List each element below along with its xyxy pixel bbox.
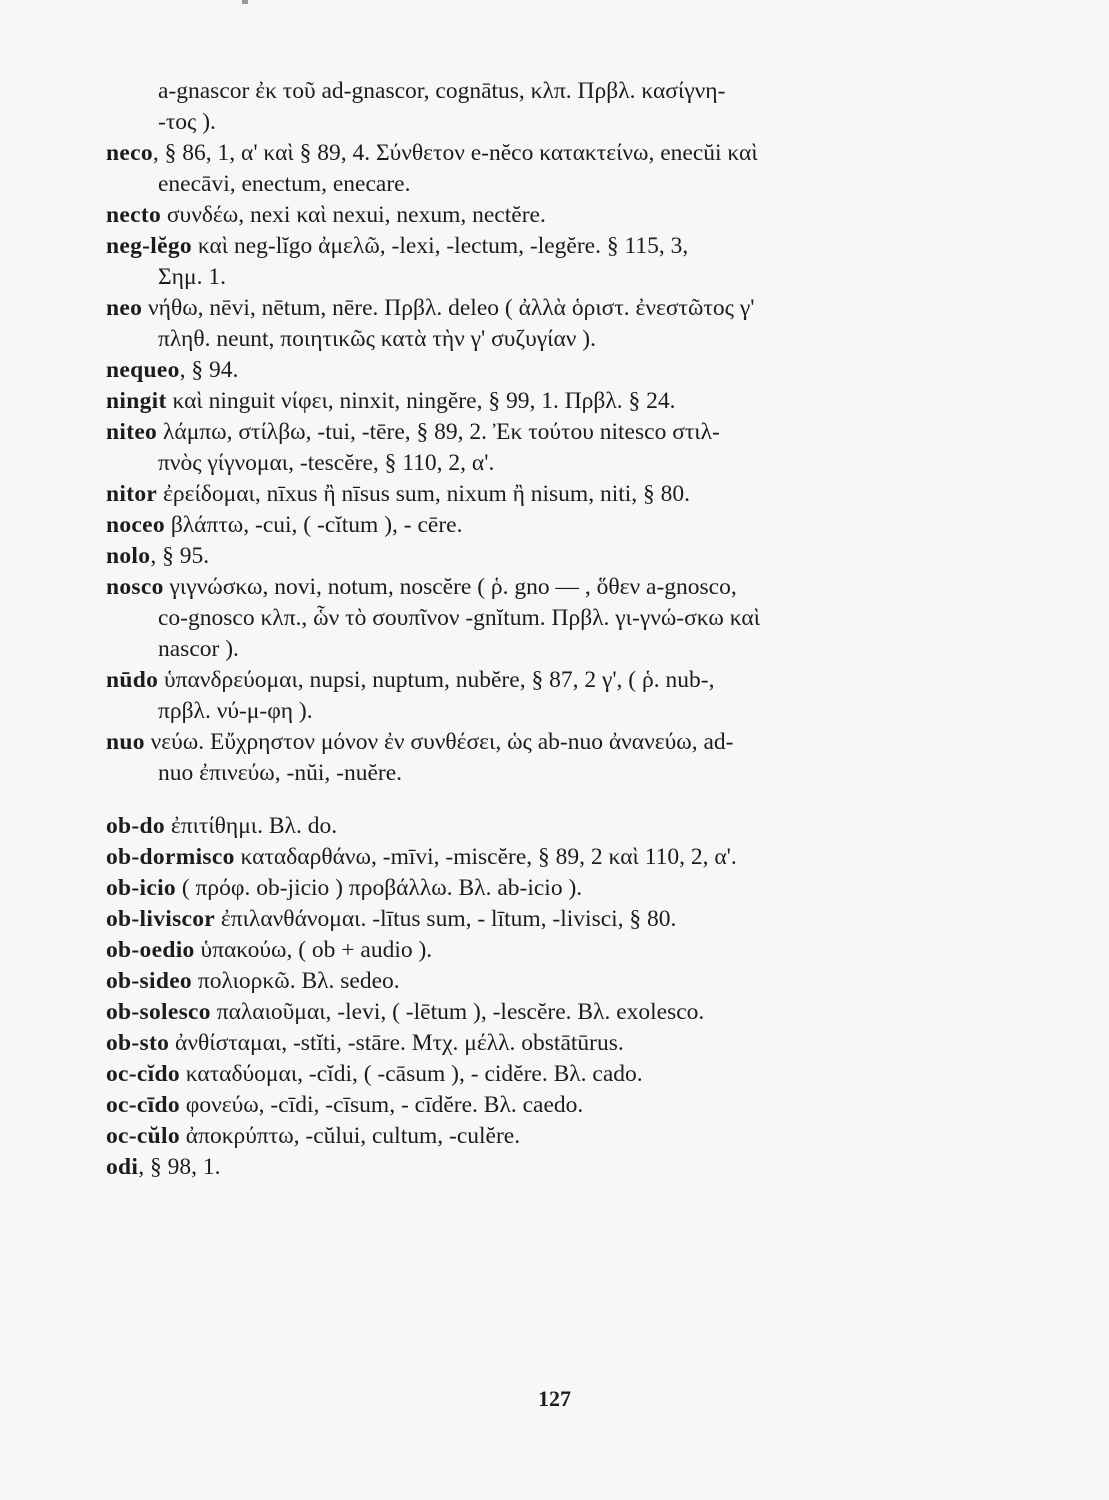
- entry-continuation: [106, 324, 966, 355]
- headword: nequeo: [106, 357, 180, 383]
- entry-text: , § 98, 1.: [138, 1154, 221, 1180]
- dictionary-entry: [106, 200, 966, 231]
- dictionary-entry: [106, 479, 966, 510]
- entry-text: ( πρόφ. ob-jicio ) προβάλλω. Βλ. ab-icio ).: [175, 875, 583, 901]
- dictionary-entry: [106, 966, 966, 997]
- headword: neg-lĕgo: [106, 233, 192, 259]
- dictionary-entry: [106, 510, 966, 541]
- dictionary-entry: [106, 138, 966, 169]
- entry-text: a-gnascor ἐκ τοῦ ad-gnascor, cognātus, κλπ. Πρβλ. κασίγνη-: [158, 78, 726, 104]
- entry-text: φονεύω, -cīdi, -cīsum, - cīdĕre. Βλ. caedo.: [179, 1092, 584, 1118]
- entry-text: , § 95.: [150, 543, 210, 569]
- entry-continuation: [106, 634, 966, 665]
- dictionary-entry: [106, 572, 966, 603]
- dictionary-entry: [106, 904, 966, 935]
- dictionary-entry: [106, 1090, 966, 1121]
- headword: nitor: [106, 481, 158, 507]
- entry-text: πολιορκῶ. Βλ. sedeo.: [191, 968, 400, 994]
- dictionary-entry: [106, 997, 966, 1028]
- entry-text: πρβλ. νύ-μ-φη ).: [158, 698, 313, 724]
- entry-text: παλαιοῦμαι, -levi, ( -lētum ), -lescĕre. Βλ. exolesco.: [210, 999, 705, 1025]
- entry-text: ὑπανδρεύομαι, nupsi, nuptum, nubĕre, § 87, 2 γ', ( ῥ. nub-,: [158, 667, 715, 693]
- headword: odi: [106, 1154, 139, 1180]
- dictionary-entry: [106, 1152, 966, 1183]
- entry-text: , § 94.: [179, 357, 239, 383]
- entry-continuation: [106, 169, 966, 200]
- dictionary-entry: [106, 417, 966, 448]
- entry-text: ἐρείδομαι, nīxus ἢ nīsus sum, nixum ἢ nisum, niti, § 80.: [157, 481, 691, 507]
- entry-text: ἐπιτίθημι. Βλ. do.: [164, 813, 338, 839]
- entry-text: nascor ).: [158, 636, 239, 662]
- entry-text: καὶ ninguit νίφει, ninxit, ningĕre, § 99, 1. Πρβλ. § 24.: [166, 388, 676, 414]
- entry-text: καταδαρθάνω, -mīvi, -miscĕre, § 89, 2 καὶ 110, 2, α'.: [234, 844, 737, 870]
- headword: necto: [106, 202, 162, 228]
- headword: oc-cĭdo: [106, 1061, 180, 1087]
- entry-continuation: [106, 758, 966, 789]
- headword: nosco: [106, 574, 164, 600]
- headword: ob-liviscor: [106, 906, 216, 932]
- headword: ob-solesco: [106, 999, 211, 1025]
- section-gap: [106, 789, 966, 811]
- entry-text: νεύω. Εὔχρηστον μόνον ἐν συνθέσει, ὡς ab-nuo ἀνανεύω, ad-: [144, 729, 734, 755]
- headword: oc-cŭlo: [106, 1123, 180, 1149]
- headword: ob-oedio: [106, 937, 195, 963]
- entry-continuation: [106, 76, 966, 107]
- entry-text: -τος ).: [158, 109, 216, 135]
- dictionary-entry: [106, 1028, 966, 1059]
- entry-text: συνδέω, nexi καὶ nexui, nexum, nectĕre.: [161, 202, 546, 228]
- entry-text: ἀποκρύπτω, -cŭlui, cultum, -culĕre.: [179, 1123, 521, 1149]
- headword: ob-icio: [106, 875, 176, 901]
- entry-text: πνὸς γίγνομαι, -tescĕre, § 110, 2, α'.: [158, 450, 495, 476]
- headword: ningit: [106, 388, 167, 414]
- dictionary-entry: [106, 665, 966, 696]
- entry-continuation: [106, 262, 966, 293]
- entry-text: co-gnosco κλπ., ὧν τὸ σουπῖνον -gnĭtum. Πρβλ. γι-γνώ-σκω καὶ: [158, 605, 761, 631]
- dictionary-entry: [106, 873, 966, 904]
- dictionary-entry: [106, 842, 966, 873]
- dictionary-entry: [106, 727, 966, 758]
- headword: ob-do: [106, 813, 165, 839]
- entry-text: νήθω, nēvi, nētum, nēre. Πρβλ. deleo ( ἀλλὰ ὁριστ. ἐνεστῶτος γ': [142, 295, 755, 321]
- entry-text: βλάπτω, -cui, ( -cĭtum ), - cēre.: [164, 512, 463, 538]
- entry-text: πληθ. neunt, ποιητικῶς κατὰ τὴν γ' συζυγίαν ).: [158, 326, 596, 352]
- headword: oc-cīdo: [106, 1092, 180, 1118]
- entry-continuation: [106, 696, 966, 727]
- entry-continuation: [106, 107, 966, 138]
- entry-text: γιγνώσκω, novi, notum, noscĕre ( ῥ. gno — , ὅθεν a-gnosco,: [163, 574, 737, 600]
- entry-continuation: [106, 603, 966, 634]
- entry-text: nuo ἐπινεύω, -nŭi, -nuĕre.: [158, 760, 403, 786]
- dictionary-entry: [106, 293, 966, 324]
- dictionary-entry: [106, 935, 966, 966]
- headword: nūdo: [106, 667, 159, 693]
- dictionary-entry: [106, 541, 966, 572]
- headword: niteo: [106, 419, 158, 445]
- dictionary-entry: [106, 355, 966, 386]
- dictionary-entry: [106, 231, 966, 262]
- entry-text: enecāvi, enectum, enecare.: [158, 171, 411, 197]
- entry-text: ἐπιλανθάνομαι. -lītus sum, - lītum, -livisci, § 80.: [215, 906, 677, 932]
- dictionary-entry: [106, 1059, 966, 1090]
- entry-text: ὑπακούω, ( ob + audio ).: [194, 937, 433, 963]
- entry-text: , § 86, 1, α' καὶ § 89, 4. Σύνθετον e-nĕco κατακτείνω, enecŭi καὶ: [152, 140, 758, 166]
- headword: ob-dormisco: [106, 844, 235, 870]
- dictionary-entry: [106, 386, 966, 417]
- headword: nolo: [106, 543, 151, 569]
- headword: ob-sto: [106, 1030, 170, 1056]
- headword: ob-sideo: [106, 968, 192, 994]
- headword: neo: [106, 295, 143, 321]
- dictionary-entry: [106, 811, 966, 842]
- entry-text: καὶ neg-lĭgo ἀμελῶ, -lexi, -lectum, -legĕre. § 115, 3,: [191, 233, 689, 259]
- dictionary-entries: [106, 76, 966, 1183]
- headword: neco: [106, 140, 153, 166]
- entry-text: λάμπω, στίλβω, -tui, -tēre, § 89, 2. Ἐκ τούτου nitesco στιλ-: [157, 419, 720, 445]
- entry-text: ἀνθίσταμαι, -stĭti, -stāre. Μτχ. μέλλ. obstātūrus.: [169, 1030, 624, 1056]
- entry-text: καταδύομαι, -cĭdi, ( -cāsum ), - cidĕre. Βλ. cado.: [179, 1061, 643, 1087]
- headword: noceo: [106, 512, 165, 538]
- dictionary-entry: [106, 1121, 966, 1152]
- headword: nuo: [106, 729, 145, 755]
- entry-continuation: [106, 448, 966, 479]
- page-number: 127: [538, 1386, 571, 1411]
- entry-text: Σημ. 1.: [158, 264, 226, 290]
- page-edge-mark: [242, 0, 248, 4]
